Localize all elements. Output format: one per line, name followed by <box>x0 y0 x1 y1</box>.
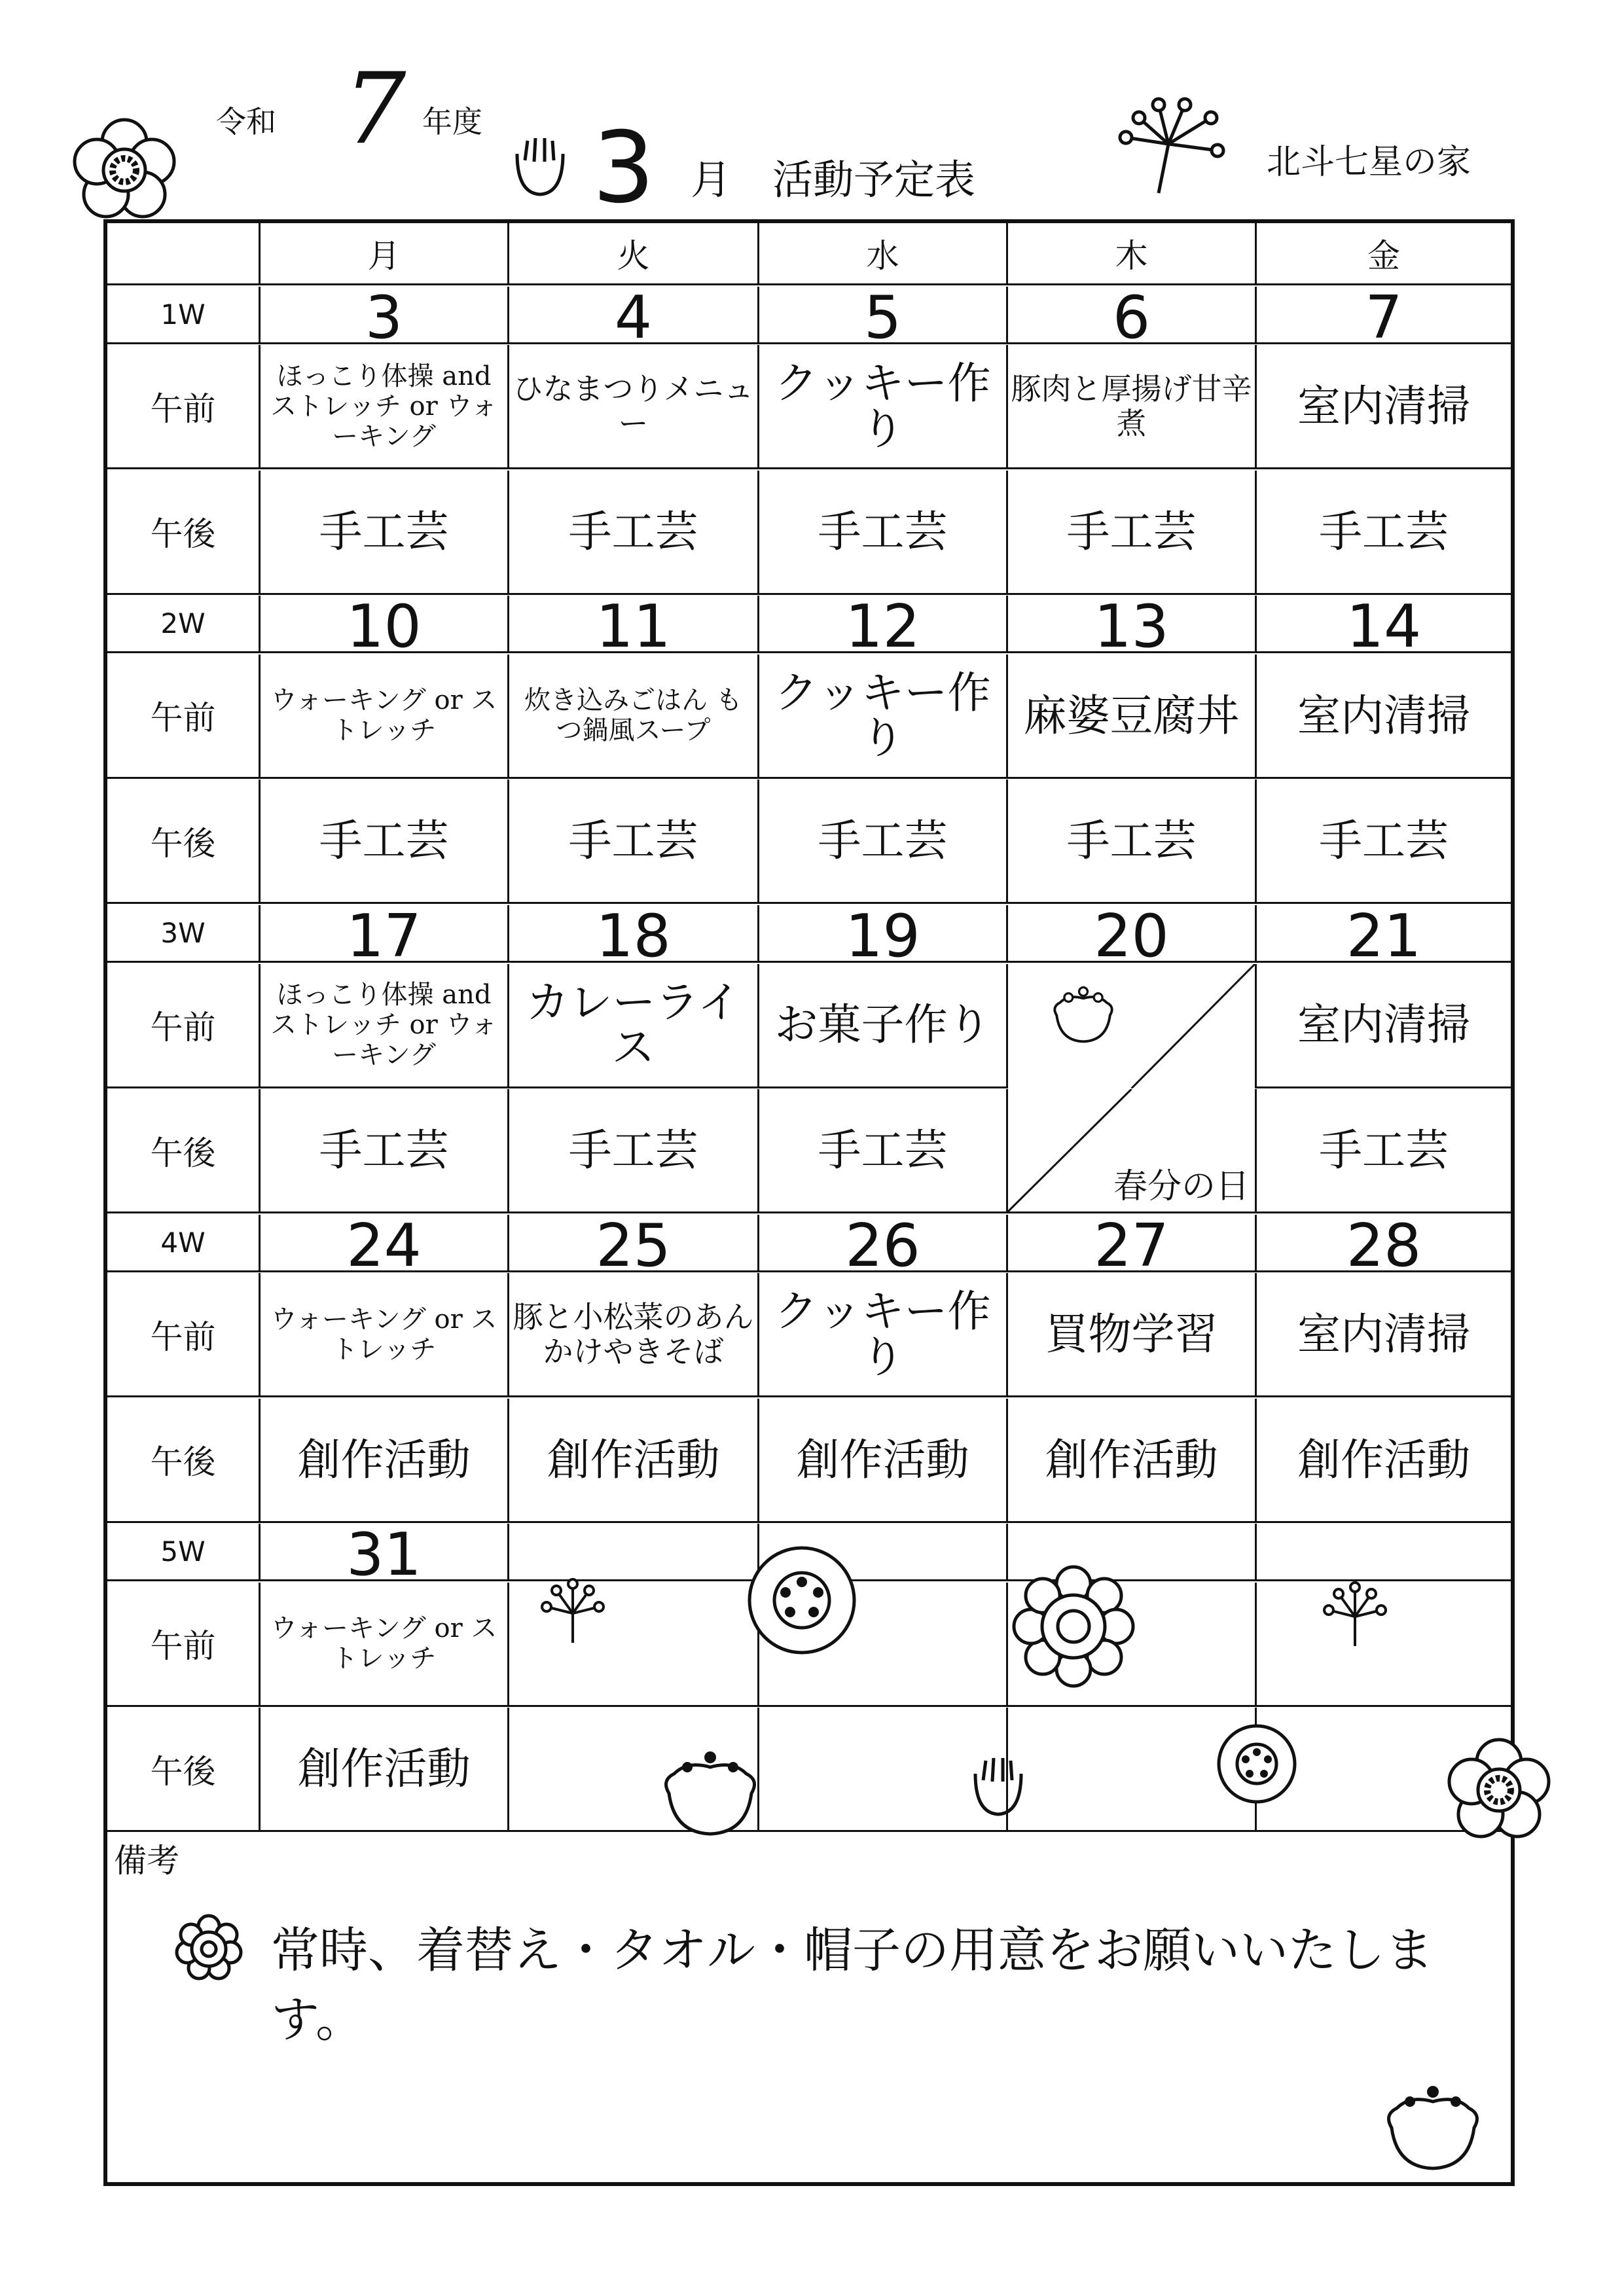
activity-pm: 手工芸 <box>509 471 759 595</box>
sprig-icon <box>1113 92 1231 196</box>
activity-am: 室内清掃 <box>1257 964 1511 1088</box>
date-cell: 26 <box>759 1215 1008 1272</box>
year-value: 7 <box>344 52 406 166</box>
row-label-pm: 午後 <box>107 1399 261 1523</box>
activity-am: 豚肉と厚揚げ甘辛煮 <box>1008 345 1257 469</box>
activity-pm: 創作活動 <box>509 1399 759 1523</box>
tulip-icon <box>511 134 569 200</box>
activity-pm: 創作活動 <box>1257 1399 1511 1523</box>
date-cell: 18 <box>509 905 759 963</box>
activity-am: ほっこり体操 and ストレッチ or ウォーキング <box>261 964 509 1088</box>
activity-am: 買物学習 <box>1008 1273 1257 1397</box>
row-label-pm: 午後 <box>107 1089 261 1213</box>
row-label-am: 午前 <box>107 655 261 779</box>
activity-pm: 手工芸 <box>509 1089 759 1213</box>
flower-icon <box>1447 1734 1551 1846</box>
month-suffix: 月 <box>691 156 732 204</box>
date-cell: 4 <box>509 287 759 344</box>
tulip-icon <box>969 1754 1028 1820</box>
date-cell: 5 <box>759 287 1008 344</box>
date-cell: 17 <box>261 905 509 963</box>
activity-am: 室内清掃 <box>1257 655 1511 779</box>
date-cell: 27 <box>1008 1215 1257 1272</box>
flower-icon <box>743 1541 861 1659</box>
activity-pm: 春分の日 <box>1008 1089 1257 1213</box>
activity-am: ほっこり体操 and ストレッチ or ウォーキング <box>261 345 509 469</box>
activity-pm: 手工芸 <box>1008 780 1257 904</box>
activity-pm: 手工芸 <box>261 1089 509 1213</box>
date-cell <box>1257 1524 1511 1581</box>
date-cell: 20 <box>1008 905 1257 963</box>
flower-icon <box>173 1912 245 1984</box>
weekday-header: 水 <box>759 223 1008 285</box>
row-label-pm: 午後 <box>107 471 261 595</box>
nendo-label: 年度 <box>422 104 482 139</box>
activity-am: ウォーキング or ストレッチ <box>261 655 509 779</box>
remarks-section <box>107 1833 1511 2182</box>
sprig-icon <box>1316 1577 1394 1649</box>
activity-pm: 手工芸 <box>509 780 759 904</box>
date-cell: 13 <box>1008 596 1257 653</box>
activity-am <box>1008 964 1257 1088</box>
activity-am: 室内清掃 <box>1257 1273 1511 1397</box>
date-cell: 21 <box>1257 905 1511 963</box>
activity-pm: 手工芸 <box>1257 1089 1511 1213</box>
activity-am: クッキー作り <box>759 655 1008 779</box>
date-cell: 31 <box>261 1524 509 1581</box>
row-label-pm: 午後 <box>107 1708 261 1832</box>
row-label-am: 午前 <box>107 345 261 469</box>
activity-am: 麻婆豆腐丼 <box>1008 655 1257 779</box>
holiday-diagonal-line <box>1008 964 1255 1088</box>
row-label-am: 午前 <box>107 964 261 1088</box>
week-label: 5W <box>107 1524 261 1581</box>
activity-am: ひなまつりメニュー <box>509 345 759 469</box>
remarks-label: 備考 <box>114 1842 179 1880</box>
flower-icon <box>72 115 177 226</box>
date-cell: 3 <box>261 287 509 344</box>
activity-pm: 手工芸 <box>759 1089 1008 1213</box>
activity-am: 豚と小松菜のあんかけやきそば <box>509 1273 759 1397</box>
row-label-am: 午前 <box>107 1273 261 1397</box>
activity-pm: 手工芸 <box>1008 471 1257 595</box>
activity-pm: 手工芸 <box>261 471 509 595</box>
flower-icon <box>1214 1721 1299 1806</box>
week-label: 3W <box>107 905 261 963</box>
activity-pm: 創作活動 <box>261 1708 509 1832</box>
month-value: 3 <box>592 111 655 225</box>
bell-flower-icon <box>1377 2075 1489 2174</box>
era-label: 令和 <box>216 104 276 139</box>
activity-am: クッキー作り <box>759 1273 1008 1397</box>
date-cell: 28 <box>1257 1215 1511 1272</box>
weekday-header: 金 <box>1257 223 1511 285</box>
activity-pm: 手工芸 <box>759 471 1008 595</box>
activity-pm: 手工芸 <box>759 780 1008 904</box>
weekday-header: 木 <box>1008 223 1257 285</box>
activity-pm: 創作活動 <box>1008 1399 1257 1523</box>
activity-pm: 手工芸 <box>1257 780 1511 904</box>
bell-flower-icon <box>655 1741 766 1839</box>
date-cell: 11 <box>509 596 759 653</box>
date-cell: 24 <box>261 1215 509 1272</box>
weekday-header: 月 <box>261 223 509 285</box>
date-cell: 19 <box>759 905 1008 963</box>
week-label: 4W <box>107 1215 261 1272</box>
bell-flower-icon <box>1047 980 1119 1046</box>
activity-am: ウォーキング or ストレッチ <box>261 1273 509 1397</box>
week-label: 2W <box>107 596 261 653</box>
activity-am: クッキー作り <box>759 345 1008 469</box>
activity-am: ウォーキング or ストレッチ <box>261 1583 509 1707</box>
activity-pm: 創作活動 <box>759 1399 1008 1523</box>
date-cell: 14 <box>1257 596 1511 653</box>
week-label: 1W <box>107 287 261 344</box>
remarks-text: 常時、着替え・タオル・帽子の用意をお願いいたします。 <box>271 1922 1434 2048</box>
flower-icon <box>1011 1564 1136 1689</box>
organization-name: 北斗七星の家 <box>1267 143 1471 182</box>
weekday-header: 火 <box>509 223 759 285</box>
sprig-icon <box>533 1574 612 1646</box>
date-cell: 7 <box>1257 287 1511 344</box>
row-label-pm: 午後 <box>107 780 261 904</box>
date-cell: 25 <box>509 1215 759 1272</box>
activity-am: 炊き込みごはん もつ鍋風スープ <box>509 655 759 779</box>
row-label-am: 午前 <box>107 1583 261 1707</box>
schedule-table <box>103 219 1515 2186</box>
date-cell: 6 <box>1008 287 1257 344</box>
date-cell: 12 <box>759 596 1008 653</box>
activity-am: カレーライス <box>509 964 759 1088</box>
activity-pm: 創作活動 <box>261 1399 509 1523</box>
corner-cell <box>107 223 261 285</box>
activity-am: お菓子作り <box>759 964 1008 1088</box>
date-cell <box>509 1524 759 1581</box>
activity-pm: 手工芸 <box>261 780 509 904</box>
holiday-diagonal-line <box>1008 1089 1255 1211</box>
activity-am: 室内清掃 <box>1257 345 1511 469</box>
date-cell: 10 <box>261 596 509 653</box>
activity-pm: 手工芸 <box>1257 471 1511 595</box>
page-title: 活動予定表 <box>772 156 976 204</box>
